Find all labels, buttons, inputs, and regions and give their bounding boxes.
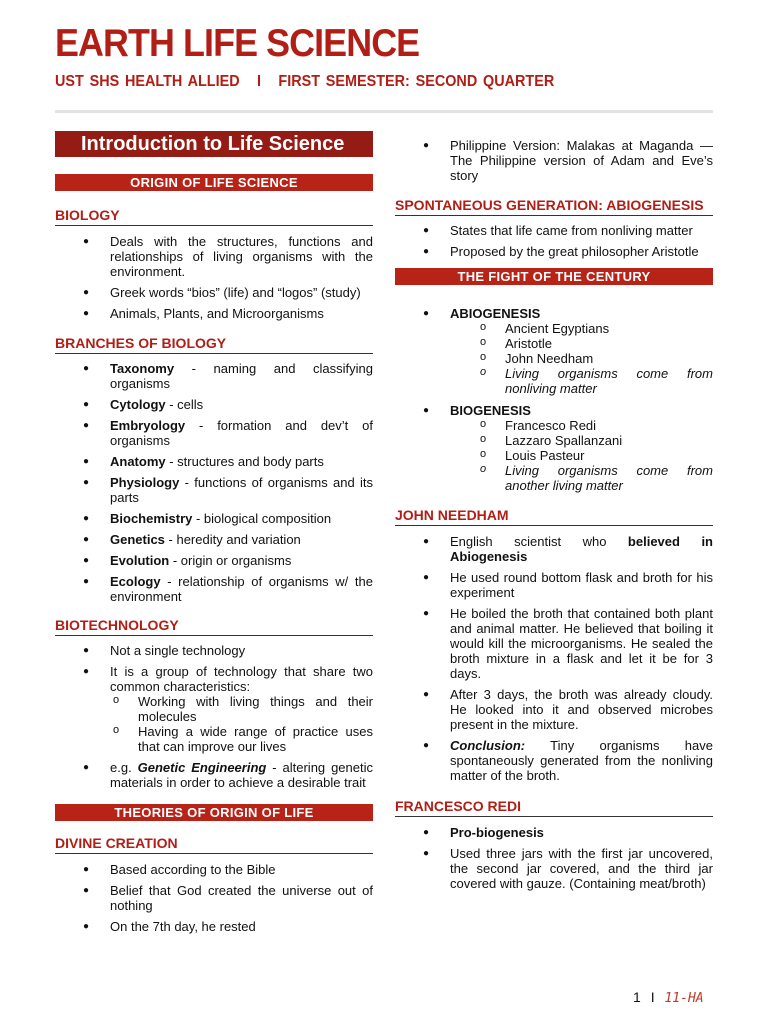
list-item [55, 397, 373, 412]
list-item: ● States that life came from nonliving matter [395, 223, 713, 238]
branch-desc: - biological composition [192, 511, 332, 526]
sublist-item: o Ancient Egyptians [450, 321, 713, 336]
branch-term: Anatomy [110, 454, 166, 469]
sublist-item: o Aristotle [450, 336, 713, 351]
spontaneous-heading: SPONTANEOUS GENERATION: ABIOGENESIS [395, 197, 713, 216]
document-subtitle: UST SHS HEALTH ALLIED I FIRST SEMESTER: SECOND QUARTER [55, 73, 555, 90]
list-item: ● He boiled the broth that contained both plant and animal matter. He believed that boiling it would kill the microorganisms. He sealed the broth mixture in a flask and let it be for 3 days. [395, 606, 713, 681]
list-item [55, 361, 373, 391]
branch-desc: - naming and classifying organisms [110, 361, 373, 391]
sublist-item: o Francesco Redi [450, 418, 713, 433]
sublist-item: o Louis Pasteur [450, 448, 713, 463]
biogenesis-sublist [450, 418, 713, 493]
branch-desc: - structures and body parts [165, 454, 324, 469]
list-item: ● On the 7th day, he rested [55, 919, 373, 934]
document-title: EARTH LIFE SCIENCE [55, 22, 420, 65]
list-item: ● Proposed by the great philosopher Aristotle [395, 244, 713, 259]
list-item [55, 760, 373, 790]
fight-list [395, 306, 713, 493]
header-divider [55, 110, 713, 113]
biotech-characteristics-text: It is a group of technology that share two common characteristics: [110, 664, 373, 694]
page-number: 1 [633, 989, 641, 1005]
branch-desc: - heredity and variation [164, 532, 301, 547]
abiogenesis-sublist [450, 321, 713, 396]
branch-term: Physiology [110, 475, 180, 490]
list-item [395, 306, 713, 396]
branch-desc: - functions of organisms and its parts [110, 475, 373, 505]
needham-heading: JOHN NEEDHAM [395, 507, 713, 526]
redi-heading: FRANCESCO REDI [395, 798, 713, 817]
eg-term: Genetic Engineering [137, 760, 267, 775]
intro-section-bar: Introduction to Life Science [55, 131, 373, 157]
pro-biogenesis: Pro-biogenesis [450, 825, 544, 840]
list-item: ● Greek words “bios” (life) and “logos” (study) [55, 285, 373, 300]
sublist-item: o Working with living things and their molecules [83, 694, 373, 724]
list-item [55, 454, 373, 469]
branch-desc: - origin or organisms [169, 553, 292, 568]
list-item: ● Used three jars with the first jar uncovered, the second jar covered, and the third jar covered with gauze. (Containing meat/broth) [395, 846, 713, 891]
list-item [55, 511, 373, 526]
list-item: ● He used round bottom flask and broth for his experiment [395, 570, 713, 600]
class-code: 11-HA [664, 991, 704, 1006]
list-item [395, 403, 713, 493]
branch-term: Embryology [110, 418, 186, 433]
branch-term: Genetics [110, 532, 165, 547]
philippine-list [395, 138, 713, 183]
page-footer [633, 989, 704, 1006]
divine-heading: DIVINE CREATION [55, 835, 373, 854]
conclusion-label: Conclusion: [450, 738, 526, 753]
footer-separator: I [650, 989, 655, 1005]
list-item: ● Animals, Plants, and Microorganisms [55, 306, 373, 321]
list-item [395, 825, 713, 840]
right-column [395, 138, 713, 897]
list-item [55, 553, 373, 568]
abiogenesis-label: ABIOGENESIS [450, 306, 541, 321]
redi-list [395, 825, 713, 891]
biotech-sublist [83, 694, 373, 754]
list-item [55, 418, 373, 448]
branch-desc: - relationship of organisms w/ the environment [110, 574, 373, 604]
list-item [55, 574, 373, 604]
biotech-list [55, 643, 373, 790]
left-column [55, 131, 373, 940]
list-item [395, 534, 713, 564]
branch-term: Ecology [110, 574, 161, 589]
list-item: ● Deals with the structures, functions and relationships of living organisms with the environment. [55, 234, 373, 279]
sublist-item: o Living organisms come from nonliving matter [450, 366, 713, 396]
list-item: ● After 3 days, the broth was already cloudy. He looked into it and observed microbes present in the mixture. [395, 687, 713, 732]
list-item: ● Not a single technology [55, 643, 373, 658]
branch-desc: - cells [165, 397, 204, 412]
biotech-heading: BIOTECHNOLOGY [55, 617, 373, 636]
sublist-item: o Lazzaro Spallanzani [450, 433, 713, 448]
branch-term: Taxonomy [110, 361, 175, 376]
list-item [55, 664, 373, 754]
branch-desc: - formation and dev’t of organisms [110, 418, 373, 448]
list-item [395, 738, 713, 783]
branch-term: Biochemistry [110, 511, 193, 526]
sublist-item: o John Needham [450, 351, 713, 366]
list-item: ● Belief that God created the universe out of nothing [55, 883, 373, 913]
needham-list [395, 534, 713, 783]
theories-section-bar: THEORIES OF ORIGIN OF LIFE [55, 804, 373, 821]
divine-list [55, 862, 373, 934]
origin-section-bar: ORIGIN OF LIFE SCIENCE [55, 174, 373, 191]
list-item: ● Based according to the Bible [55, 862, 373, 877]
sublist-item: o Living organisms come from another living matter [450, 463, 713, 493]
list-item: ● Philippine Version: Malakas at Maganda — The Philippine version of Adam and Eve’s story [395, 138, 713, 183]
eg-desc: - altering genetic materials in order to achieve a desirable trait [110, 760, 373, 790]
biology-heading: BIOLOGY [55, 207, 373, 226]
needham-bold: believed in Abiogenesis [450, 534, 713, 564]
branch-term: Evolution [110, 553, 170, 568]
conclusion-text: Tiny organisms have spontaneously generated from the nonliving matter of the broth. [450, 738, 713, 783]
spontaneous-list [395, 223, 713, 259]
fight-section-bar: THE FIGHT OF THE CENTURY [395, 268, 713, 285]
eg-prefix: e.g. [110, 760, 138, 775]
branches-list [55, 361, 373, 604]
list-item [55, 475, 373, 505]
biogenesis-label: BIOGENESIS [450, 403, 531, 418]
branch-term: Cytology [110, 397, 166, 412]
list-item [55, 532, 373, 547]
sublist-item: o Having a wide range of practice uses that can improve our lives [83, 724, 373, 754]
biology-list [55, 234, 373, 321]
needham-text: English scientist who [450, 534, 628, 549]
branches-heading: BRANCHES OF BIOLOGY [55, 335, 373, 354]
